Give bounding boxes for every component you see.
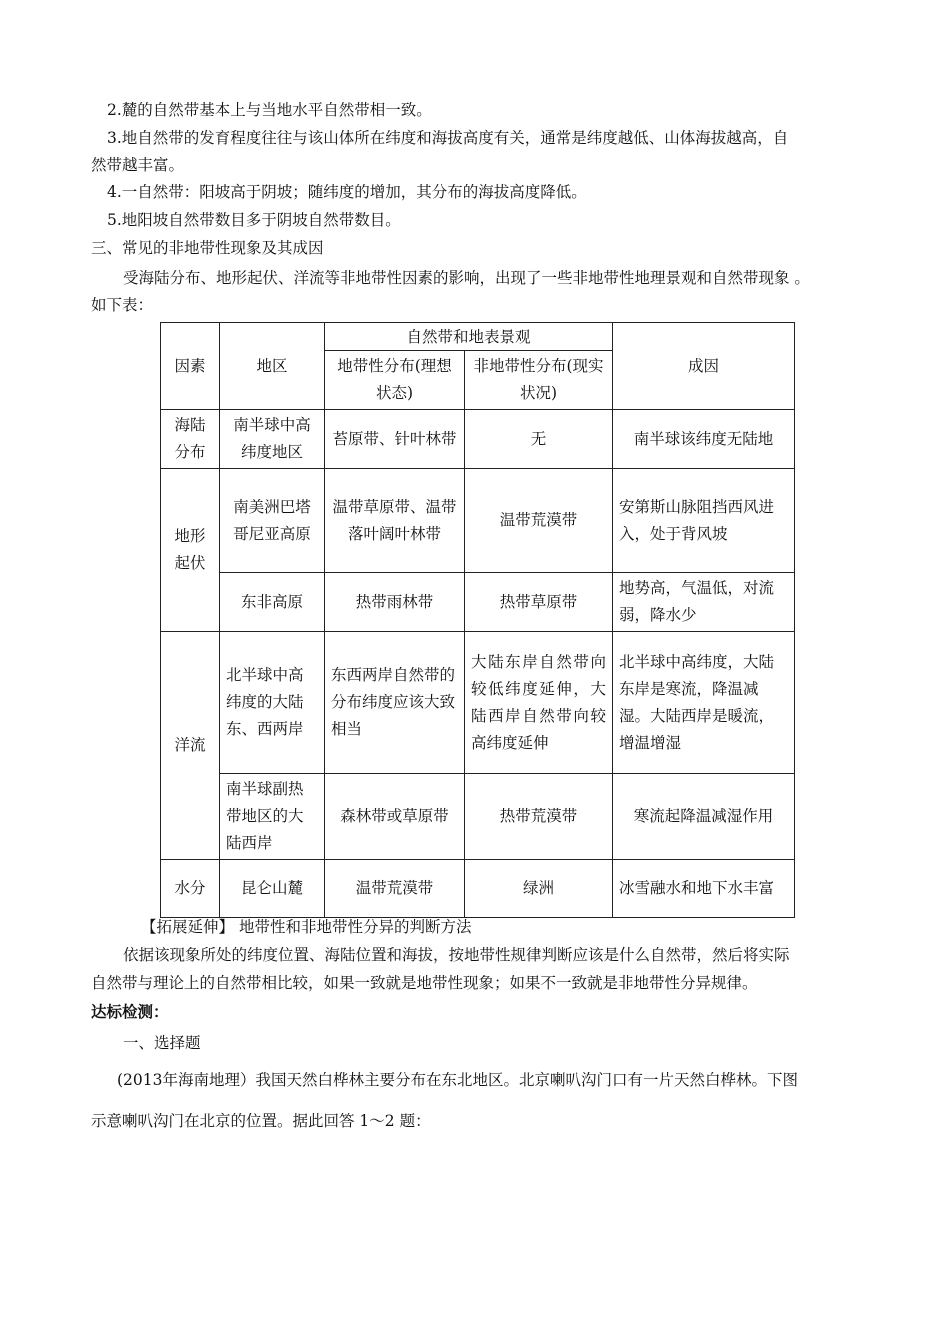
test-section-title: 一、选择题 <box>123 1034 201 1052</box>
cell-factor: 洋流 <box>161 632 220 860</box>
extension-body-line2: 自然带与理论上的自然带相比较，如果一致就是地带性现象；如果不一致就是非地带性分异规律。 <box>91 974 758 992</box>
header-cause: 成因 <box>613 323 795 410</box>
intro-line1: 受海陆分布、地形起伏、洋流等非地带性因素的影响，出现了一些非地带性地理景观和自然带现象 。 <box>123 269 810 287</box>
cell-factor: 地形起伏 <box>161 469 220 632</box>
cell-zonal: 东西两岸自然带的分布纬度应该大致相当 <box>325 632 465 774</box>
paragraph-item-2: 2.麓的自然带基本上与当地水平自然带相一致。 <box>107 101 432 119</box>
non-zonal-table <box>160 322 795 918</box>
test-heading: 达标检测： <box>91 1003 169 1021</box>
cell-cause: 安第斯山脉阻挡西风进入，处于背风坡 <box>613 469 795 573</box>
cell-region: 东非高原 <box>220 573 325 632</box>
cell-azonal: 温带荒漠带 <box>465 469 613 573</box>
cell-region: 南美洲巴塔哥尼亚高原 <box>220 469 325 573</box>
cell-azonal: 绿洲 <box>465 860 613 918</box>
cell-cause: 北半球中高纬度，大陆东岸是寒流，降温减湿。大陆西岸是暖流，增温增湿 <box>613 632 795 774</box>
paragraph-item-3-line2: 然带越丰富。 <box>91 156 185 174</box>
table-header-row <box>161 323 795 351</box>
question-line2: 示意喇叭沟门在北京的位置。据此回答 1～2 题： <box>91 1112 431 1130</box>
paragraph-item-5: 5.地阳坡自然带数目多于阴坡自然带数目。 <box>107 211 401 229</box>
cell-azonal: 大陆东岸自然带向较低纬度延伸，大陆西岸自然带向较高纬度延伸 <box>465 632 613 774</box>
extension-label: 【拓展延伸】 <box>141 918 235 936</box>
cell-cause: 冰雪融水和地下水丰富 <box>613 860 795 918</box>
header-azonal: 非地带性分布(现实状况) <box>465 351 613 410</box>
table-row <box>161 632 795 774</box>
cell-region: 昆仑山麓 <box>220 860 325 918</box>
cell-zonal: 温带荒漠带 <box>325 860 465 918</box>
question-line1: (2013年海南地理）我国天然白桦林主要分布在东北地区。北京喇叭沟门口有一片天然白桦林。下图 <box>117 1071 798 1089</box>
cell-zonal: 热带雨林带 <box>325 573 465 632</box>
cell-cause: 南半球该纬度无陆地 <box>613 410 795 469</box>
table-row <box>161 860 795 918</box>
cell-azonal: 热带荒漠带 <box>465 774 613 860</box>
table-row <box>161 774 795 860</box>
extension-body-line1: 依据该现象所处的纬度位置、海陆位置和海拔，按地带性规律判断应该是什么自然带，然后将实际 <box>123 946 790 964</box>
cell-region: 南半球中高纬度地区 <box>220 410 325 469</box>
cell-factor: 海陆分布 <box>161 410 220 469</box>
paragraph-item-4: 4.一自然带：阳坡高于阴坡；随纬度的增加，其分布的海拔高度降低。 <box>107 183 587 201</box>
cell-cause: 地势高，气温低，对流弱，降水少 <box>613 573 795 632</box>
cell-cause: 寒流起降温减湿作用 <box>613 774 795 860</box>
extension-title: 地带性和非地带性分异的判断方法 <box>238 918 472 936</box>
intro-line2: 如下表： <box>91 296 154 314</box>
cell-azonal: 热带草原带 <box>465 573 613 632</box>
cell-region: 北半球中高纬度的大陆东、西两岸 <box>220 632 325 774</box>
extension-heading <box>141 917 471 937</box>
header-region: 地区 <box>220 323 325 410</box>
header-landscape: 自然带和地表景观 <box>325 323 613 351</box>
cell-zonal: 森林带或草原带 <box>325 774 465 860</box>
paragraph-item-3-line1: 3.地自然带的发育程度往往与该山体所在纬度和海拔高度有关，通常是纬度越低、山体海拔越高，自 <box>107 129 789 147</box>
cell-factor: 水分 <box>161 860 220 918</box>
section-heading: 三、常见的非地带性现象及其成因 <box>91 239 324 257</box>
cell-azonal: 无 <box>465 410 613 469</box>
table-row <box>161 469 795 573</box>
header-factor: 因素 <box>161 323 220 410</box>
table-row <box>161 573 795 632</box>
cell-region: 南半球副热带地区的大陆西岸 <box>220 774 325 860</box>
cell-zonal: 温带草原带、温带落叶阔叶林带 <box>325 469 465 573</box>
table-row <box>161 410 795 469</box>
cell-zonal: 苔原带、针叶林带 <box>325 410 465 469</box>
header-zonal: 地带性分布(理想状态) <box>325 351 465 410</box>
